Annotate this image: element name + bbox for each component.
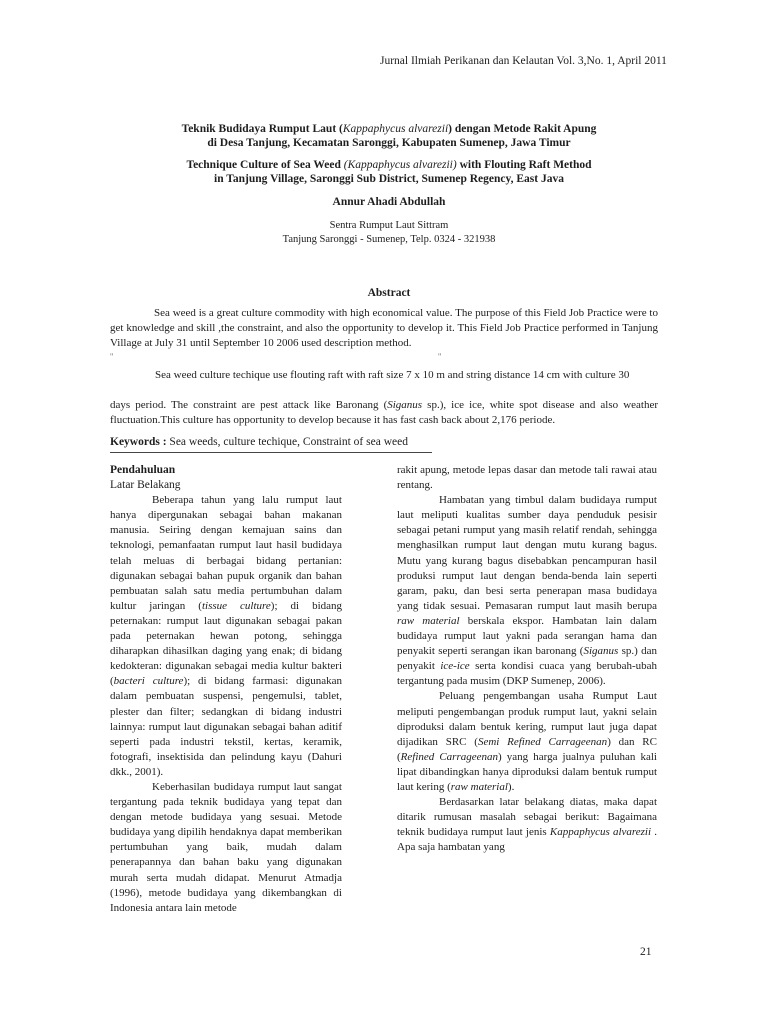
abstract-mark-left: " — [110, 352, 114, 361]
left-p1-c: ); di bidang farmasi: digunakan dalam pembuatan suspensi, pengemulsi, tablet, plester dan filter; sedangkan di bidang industri lainnya: rumput laut digunakan sebagai bahan aditif seperti pada industri tekstil, kertas, keramik, fotografi, insektisida dan pelindung kayu (Dahuri dkk., 2001). — [110, 675, 342, 778]
abstract-p3-text — [110, 398, 658, 428]
left-p1-italic-1: tissue culture — [201, 599, 271, 612]
abstract-paragraph-2 — [155, 368, 658, 383]
keywords-label: Keywords : — [110, 436, 167, 448]
title-id-text-post: ) dengan Metode Rakit Apung — [448, 123, 597, 135]
abstract-mark-right: " — [438, 352, 442, 361]
title-english — [100, 158, 678, 186]
title-id-species: Kappaphycus alvarezii — [342, 123, 449, 135]
right-p1-italic-2: Siganus — [583, 645, 619, 658]
abstract-marks — [110, 352, 658, 362]
section-heading: Pendahuluan — [110, 464, 176, 476]
title-id-text: Teknik Budidaya Rumput Laut ( — [181, 123, 343, 135]
affiliation-line1: Sentra Rumput Laut Sittram — [329, 220, 449, 231]
left-p1-italic-2: bacteri culture — [113, 675, 184, 688]
abstract-heading: Abstract — [367, 287, 411, 299]
abstract-p3-species: Siganus — [387, 399, 423, 411]
right-paragraph-0: rakit apung, metode lepas dasar dan metode tali rawai atau rentang. — [397, 464, 657, 492]
right-p2-italic-3: raw material — [450, 780, 508, 793]
right-p3-a: Berdasarkan latar belakang diatas, maka dapat ditarik rumusan masalah sebagai berikut: Bagaimana teknik budidaya rumput laut jenis — [397, 796, 657, 839]
title-en-species: (Kappaphycus alvarezii) — [343, 159, 457, 171]
right-p2-d: ). — [507, 780, 515, 793]
right-p2-italic-1: Semi Refined Carrageenan — [477, 735, 608, 748]
right-p2-italic-2: Refined Carrageenan — [400, 750, 499, 763]
abstract-p1-text: Sea weed is a great culture commodity with high economical value. The purpose of this Field Job Practice were to get knowledge and skill ,the constraint, and also the opportunity to develop it. This Field Job Practice performed in Tanjung Village at July 31 until September 10 2006 used description method. — [110, 307, 658, 349]
page-number: 21 — [640, 946, 652, 958]
author-affiliation — [100, 219, 678, 247]
left-p1-b: ); di bidang peternakan: rumput laut digunakan sebagai pakan pada peternakan hewan potong, sehingga diharapkan dihasilkan daging yang enak; di bidang kedokteran: digunakan sebagai media kultur bakteri ( — [110, 599, 343, 688]
title-en-line2: in Tanjung Village, Saronggi Sub District, Sumenep Regency, East Java — [214, 173, 564, 185]
right-column — [397, 463, 657, 855]
right-p1-italic-3: ice-ice — [440, 660, 470, 673]
right-paragraph-2 — [397, 689, 657, 795]
affiliation-line2: Tanjung Saronggi - Sumenep, Telp. 0324 - 321938 — [282, 234, 496, 245]
right-paragraph-3 — [397, 795, 657, 855]
title-indonesian — [100, 122, 678, 150]
abstract-paragraph-3 — [110, 398, 658, 428]
abstract-p3-post: sp.), ice ice, white spot disease and also weather fluctuation.This culture has opportunity to develop because it has fast cash back about 2,176 periode. — [110, 399, 658, 426]
title-block — [100, 122, 678, 247]
journal-header: Jurnal Ilmiah Perikanan dan Kelautan Vol. 3,No. 1, April 2011 — [380, 55, 667, 67]
right-p2-c: ) yang harga jualnya puluhan kali lipat dibandingkan hanya diproduksi dalam bentuk rumput laut kering ( — [397, 750, 657, 793]
keywords-text: Sea weeds, culture techique, Constraint of sea weed — [166, 436, 408, 448]
abstract-p2-text: Sea weed culture techique use flouting raft with raft size 7 x 10 m and string distance 14 cm with culture 30 — [155, 369, 630, 381]
keywords-divider — [110, 452, 432, 453]
right-p1-c: sp.) dan penyakit — [397, 645, 658, 673]
right-paragraph-1 — [397, 493, 657, 689]
left-paragraph-1 — [110, 493, 342, 780]
title-en-text-post: with Flouting Raft Method — [456, 159, 592, 171]
right-p1-d: serta kondisi cuaca yang berubah-ubah tergantung pada musim (DKP Sumenep, 2006). — [397, 660, 657, 688]
abstract-paragraph-1 — [110, 306, 658, 351]
right-p1-a: Hambatan yang timbul dalam budidaya rumput laut meliputi kualitas sumber daya penduduk pesisir sebagai petani rumput yang masih relatif rendah, sehingga menghasilkan rumput laut dengan mutu kurang bagus. Mutu yang kurang bagus disebabkan pencampuran hasil produksi rumput laut dengan benda-benda lain seperti garam, paku, dan besi serta penerapan masa budidaya yang tidak sesuai. Pemasaran rumput laut masih berupa — [397, 494, 657, 612]
keywords — [110, 436, 658, 448]
left-column — [110, 463, 342, 916]
right-p3-b: . Apa saja hambatan yang — [397, 826, 657, 854]
left-paragraph-2: Keberhasilan budidaya rumput laut sangat tergantung pada teknik budidaya yang tepat dan dengan metode budidaya yang sesuai. Metode budidaya yang dipilih hendaknya dapat memberikan pertumbuhan yang baik, mudah dalam penerapannya dan bahan baku yang digunakan murah serta mudah didapat. Menurut Atmadja (1996), metode budidaya yang dikembangkan di Indonesia antara lain metode — [110, 780, 342, 914]
title-id-line2: di Desa Tanjung, Kecamatan Saronggi, Kabupaten Sumenep, Jawa Timur — [207, 137, 571, 149]
right-p3-italic-1: Kappaphycus alvarezii — [549, 826, 652, 839]
subsection-heading: Latar Belakang — [110, 479, 181, 492]
abstract-p3-pre: days period. The constraint are pest attack like Baronang ( — [110, 399, 388, 411]
right-p1-italic-1: raw material — [397, 614, 460, 627]
author-name: Annur Ahadi Abdullah — [332, 196, 446, 208]
right-p1-b: berskala ekspor. Hambatan lain dalam budidaya rumput laut yakni pada serangan hama dan penyakit seperti serangan ikan baronang ( — [397, 614, 657, 658]
right-p2-b: ) dan RC ( — [397, 735, 657, 763]
right-p2-a: Peluang pengembangan usaha Rumput Laut meliputi pengembangan produk rumput laut, yakni selain diproduksi dalam bentuk kering, rumput laut juga dapat dijadikan SRC ( — [397, 690, 657, 748]
title-en-text: Technique Culture of Sea Weed — [186, 159, 344, 171]
left-p1-a: Beberapa tahun yang lalu rumput laut hanya dipergunakan sebagai bahan makanan manusia. Seiring dengan kemajuan sains dan teknologi, pemanfaatan rumput laut hasil budidaya telah meluas di berbagai bidang pertanian: digunakan sebagai bahan pupuk organik dan bahan pembuatan salah satu media pertumbuhan dalam kultur jaringan ( — [110, 494, 342, 612]
